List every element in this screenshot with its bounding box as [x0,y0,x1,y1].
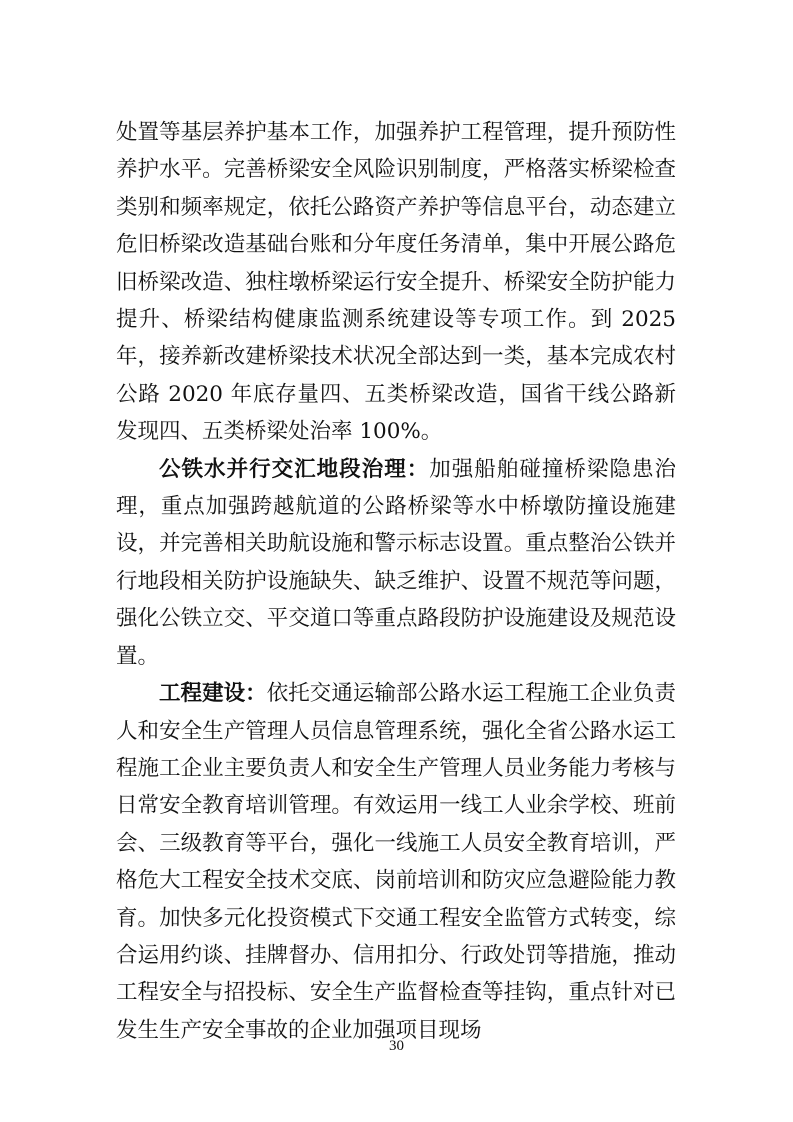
paragraph-text: 加强船舶碰撞桥梁隐患治理，重点加强跨越航道的公路桥梁等水中桥墩防撞设施建设，并完善相关助航设施和警示标志设置。重点整治公铁并行地段相关防护设施缺失、缺乏维护、设置不规范等问题，强化公铁立交、平交道口等重点路段防护设施建设及规范设置。 [116,456,676,669]
paragraph-engineering-construction [116,675,676,1049]
paragraph-bridge-maintenance [116,114,676,451]
paragraph-rail-water-crossing [116,451,676,675]
paragraph-heading: 公铁水并行交汇地段治理： [159,456,430,482]
paragraph-heading: 工程建设： [159,681,267,707]
page-number: 30 [389,1038,404,1054]
paragraph-text: 依托交通运输部公路水运工程施工企业负责人和安全生产管理人员信息管理系统，强化全省公路水运工程施工企业主要负责人和安全生产管理人员业务能力考核与日常安全教育培训管理。有效运用一线工人业余学校、班前会、三级教育等平台，强化一线施工人员安全教育培训，严格危大工程安全技术交底、岗前培训和防灾应急避险能力教育。加快多元化投资模式下交通工程安全监管方式转变，综合运用约谈、挂牌督办、信用扣分、行政处罚等措施，推动工程安全与招投标、安全生产监督检查等挂钩，重点针对已发生生产安全事故的企业加强项目现场 [116,681,676,1043]
paragraph-text: 处置等基层养护基本工作，加强养护工程管理，提升预防性养护水平。完善桥梁安全风险识别制度，严格落实桥梁检查类别和频率规定，依托公路资产养护等信息平台，动态建立危旧桥梁改造基础台账和分年度任务清单，集中开展公路危旧桥梁改造、独柱墩桥梁运行安全提升、桥梁安全防护能力提升、桥梁结构健康监测系统建设等专项工作。到 2025 年，接养新改建桥梁技术状况全部达到一类，基本完成农村公路 2020 年底存量四、五类桥梁改造，国省干线公路新发现四、五类桥梁处治率 100%。 [116,120,676,445]
body-text [116,114,676,1049]
